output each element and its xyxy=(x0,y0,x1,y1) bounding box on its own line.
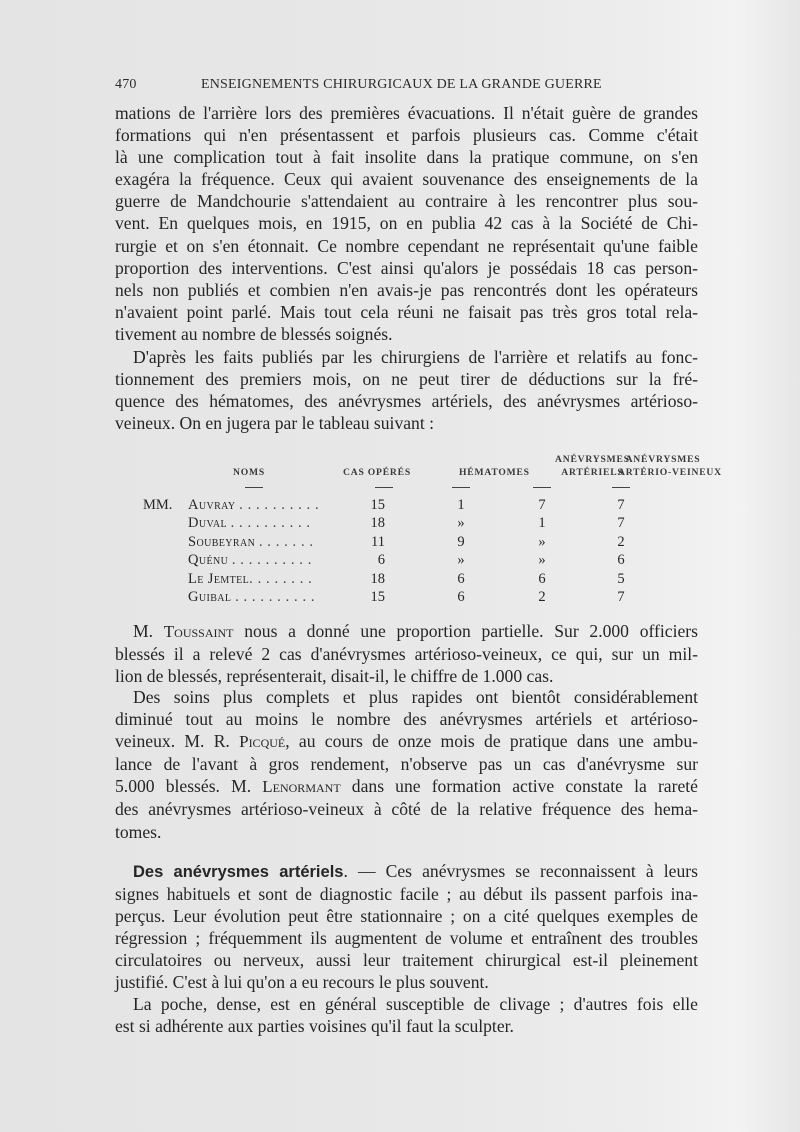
text-line: est si adhérente aux parties voisines qu'il faut la sculpter. xyxy=(115,1016,514,1037)
cell-arterio-veineux: 2 xyxy=(617,533,625,550)
text-line: tomes. xyxy=(115,821,162,842)
paragraph-6 xyxy=(115,993,698,1037)
header-hematomes: HÉMATOMES xyxy=(459,467,530,478)
cell-cas: 6 xyxy=(377,552,385,569)
page-number: 470 xyxy=(115,77,137,92)
section-anevrysmes-arteriels xyxy=(115,860,698,994)
paragraph-2 xyxy=(115,346,698,434)
table-row: Le Jemtel........ 18 6 6 5 xyxy=(130,571,700,589)
cell-cas: 15 xyxy=(370,497,385,513)
cell-cas: 18 xyxy=(370,570,385,587)
text-line: quence des hématomes, des anévrysmes artériels, des anévrysmes artérioso- xyxy=(115,391,698,412)
text-line: exagéra la fréquence. Ceux qui avaient souvenance des enseignements de la xyxy=(115,169,698,190)
cases-table xyxy=(130,447,722,607)
header-noms: NOMS xyxy=(233,467,265,478)
table-row: Soubeyran ....... 11 9 » 2 xyxy=(130,534,700,552)
text-line: vent. En quelques mois, en 1915, on en publia 42 cas à la Société de Chi- xyxy=(115,213,698,234)
table-row: Quénu .......... 6 » » 6 xyxy=(130,552,700,570)
text-line: formations qui n'en présentassent et parfois plusieurs cas. Comme c'était xyxy=(115,125,698,146)
text-line: perçus. Leur évolution peut être stationnaire ; on a cité quelques exemples de xyxy=(115,906,698,927)
text-line: régression ; fréquemment ils augmentent de volume et entraînent des troubles xyxy=(115,928,698,949)
text-line: veineux. M. R. Picqué, au cours de onze mois de pratique dans une ambu- xyxy=(115,731,698,752)
table-row: Guibal .......... 15 6 2 7 xyxy=(130,589,700,607)
header-rules xyxy=(130,483,700,497)
text-line: Des soins plus complets et plus rapides ont bientôt considérablement xyxy=(133,687,698,707)
paragraph-4 xyxy=(115,686,698,843)
cell-cas: 11 xyxy=(371,533,385,550)
text-line: mations de l'arrière lors des premières évacuations. Il n'était guère de grandes xyxy=(115,103,698,123)
text-line: tivement au nombre de blessés soignés. xyxy=(115,323,393,344)
cell-cas: 18 xyxy=(370,515,385,532)
author-name: Toussaint xyxy=(163,622,234,641)
text-line: nels non publiés et combien n'en avais-je pas rencontrés dont les opérateurs xyxy=(115,279,698,300)
text-line: diminué tout au moins le nombre des anévrysmes artériels et artérioso- xyxy=(115,709,698,730)
text-line: signes habituels et sont de diagnostic facile ; au début ils passent parfois ina- xyxy=(115,884,698,905)
cell-hematomes: » xyxy=(457,552,465,569)
text-line: M. Toussaint nous a donné une proportion partielle. Sur 2.000 officiers xyxy=(133,621,698,641)
paragraph-1 xyxy=(115,102,698,345)
text-line: rurgie et on s'en étonnait. Ce nombre cependant ne représentait qu'une faible xyxy=(115,235,698,256)
cell-hematomes: 9 xyxy=(457,533,465,550)
surgeon-name: Guibal xyxy=(188,588,232,605)
cell-arterio-veineux: 7 xyxy=(617,515,625,532)
text-line: proportion des interventions. C'est ainsi qu'alors je possédais 18 cas person- xyxy=(115,257,698,278)
table-header xyxy=(130,447,722,483)
text-line: lance de l'avant à gros rendement, n'observe pas un cas d'anévrysme sur xyxy=(115,754,698,775)
text-line: veineux. On en jugera par le tableau suivant : xyxy=(115,413,435,434)
cell-hematomes: 6 xyxy=(457,588,465,605)
cell-arterio-veineux: 5 xyxy=(617,570,625,587)
text-line: justifié. C'est à lui qu'on a eu recours le plus souvent. xyxy=(115,972,489,993)
author-name: Lenormant xyxy=(262,777,341,797)
cell-cas: 15 xyxy=(370,588,385,605)
surgeon-name: Le Jemtel xyxy=(188,570,250,587)
text-line: 5.000 blessés. M. Lenormant dans une formation active constate la rareté xyxy=(115,776,698,797)
text-line: lion de blessés, représenterait, disait-il, le chiffre de 1.000 cas. xyxy=(115,666,554,687)
header-anevrysmes-arterio-veineux: ANÉVRYSMES ARTÉRIO-VEINEUX xyxy=(618,454,722,478)
rule xyxy=(245,487,263,488)
rule xyxy=(533,487,551,488)
cell-hematomes: » xyxy=(457,515,465,532)
cell-arteriels: » xyxy=(538,552,546,569)
header-anevrysmes-arteriels: ANÉVRYSMES ARTÉRIELS xyxy=(555,454,630,478)
surgeon-name: Duval xyxy=(188,515,227,532)
author-name: Picqué xyxy=(239,732,286,752)
text-line: Des anévrysmes artériels. — Ces anévrysmes se reconnaissent à leurs xyxy=(133,861,698,881)
surgeon-name: Auvray xyxy=(188,497,236,513)
text-line: tionnement des premiers mois, on ne peut tirer de déductions sur la fré- xyxy=(115,369,698,390)
text-line: D'après les faits publiés par les chirurgiens de l'arrière et relatifs au fonc- xyxy=(133,347,698,367)
text-line: là une complication tout à fait insolite dans la pratique commune, on s'en xyxy=(115,147,698,168)
table-row: MM. Auvray .......... 15 1 7 7 xyxy=(130,497,700,515)
text-line: n'avaient point parlé. Mais tout cela réuni ne faisait pas très gros total rela- xyxy=(115,301,698,322)
cell-arterio-veineux: 7 xyxy=(617,588,625,605)
cell-hematomes: 6 xyxy=(457,570,465,587)
surgeon-name: Soubeyran xyxy=(188,533,256,550)
surgeon-name: Quénu xyxy=(188,552,229,569)
text-line: circulatoires ou nerveux, aussi leur traitement chirurgical est-il pleinement xyxy=(115,950,698,971)
text-line: La poche, dense, est en général susceptible de clivage ; d'autres fois elle xyxy=(133,994,698,1014)
paragraph-3 xyxy=(115,620,698,687)
cell-arteriels: 2 xyxy=(538,588,546,605)
cell-arteriels: 7 xyxy=(538,497,546,513)
cell-arterio-veineux: 6 xyxy=(617,552,625,569)
text-line: des anévrysmes artérioso-veineux à côté de la relative fréquence des hema- xyxy=(115,799,698,820)
cell-arteriels: 1 xyxy=(538,515,546,532)
rule xyxy=(452,487,470,488)
section-title: Des anévrysmes artériels xyxy=(133,863,344,881)
header-cas-operes: CAS OPÉRÉS xyxy=(343,467,411,478)
rule xyxy=(375,487,393,488)
cell-arterio-veineux: 7 xyxy=(617,497,625,513)
text-line: blessés il a relevé 2 cas d'anévrysmes artérioso-veineux, ce qui, sur un mil- xyxy=(115,644,698,665)
table-row: Duval .......... 18 » 1 7 xyxy=(130,515,700,533)
rule xyxy=(612,487,630,488)
running-title: ENSEIGNEMENTS CHIRURGICAUX DE LA GRANDE GUERRE xyxy=(201,77,602,92)
cell-arteriels: » xyxy=(538,533,546,550)
text-line: guerre de Mandchourie s'attendaient au contraire à les rencontrer plus sou- xyxy=(115,191,698,212)
cell-hematomes: 1 xyxy=(457,497,465,513)
cell-arteriels: 6 xyxy=(538,570,546,587)
